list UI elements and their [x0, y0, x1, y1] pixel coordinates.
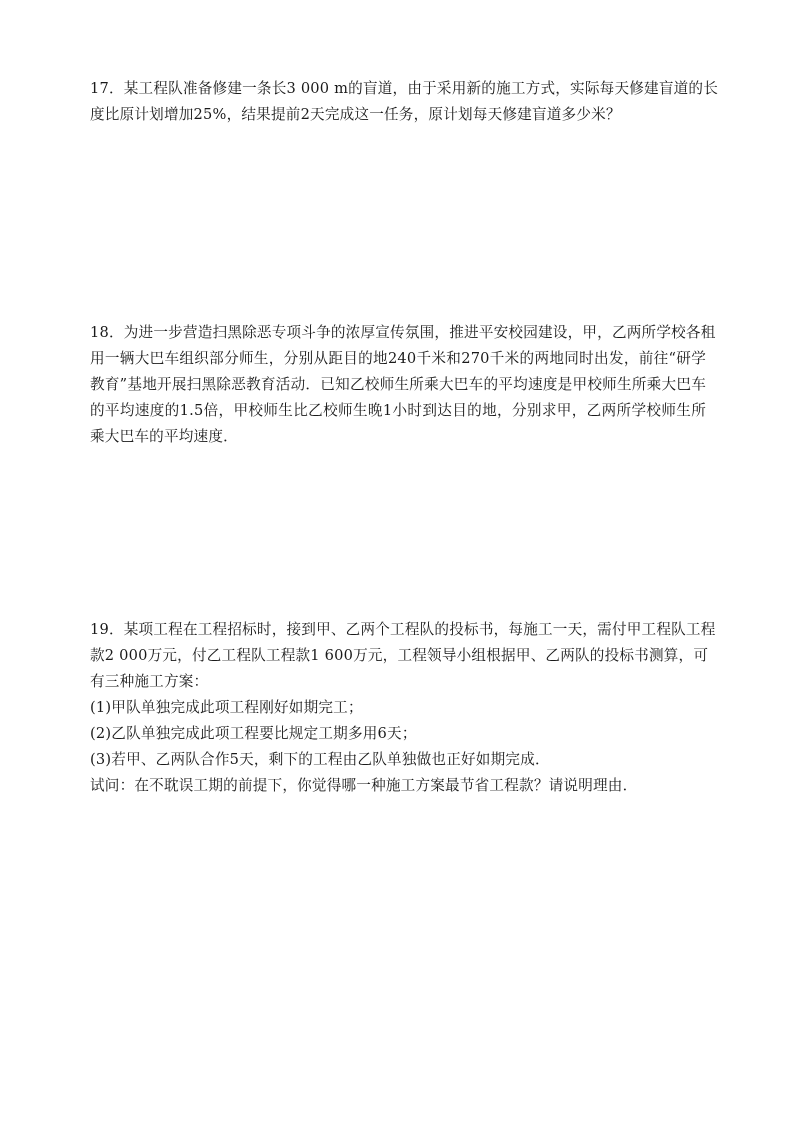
problem-18: [90, 320, 716, 450]
problem-19-line-2: 款2 000万元，付乙工程队工程款1 600万元，工程领导小组根据甲、乙两队的投标书测算，可: [90, 647, 709, 664]
problem-17-line-2: 度比原计划增加25%，结果提前2天完成这一任务，原计划每天修建盲道多少米？: [90, 106, 621, 123]
problem-18-line-3: 教育”基地开展扫黑除恶教育活动．已知乙校师生所乘大巴车的平均速度是甲校师生所乘大巴车: [90, 376, 706, 393]
problem-19-line-3: 有三种施工方案：: [90, 673, 209, 690]
problem-18-line-5: 乘大巴车的平均速度．: [90, 428, 238, 445]
problem-17: [90, 76, 718, 128]
problem-19-option-3: (3)若甲、乙两队合作5天，剩下的工程由乙队单独做也正好如期完成．: [90, 751, 550, 768]
problem-19-question: 试问：在不耽误工期的前提下，你觉得哪一种施工方案最节省工程款？请说明理由．: [90, 777, 638, 794]
problem-19-option-1: (1)甲队单独完成此项工程刚好如期完工；: [90, 699, 363, 716]
problem-19: [90, 617, 716, 799]
problem-19-option-2: (2)乙队单独完成此项工程要比规定工期多用6天；: [90, 725, 417, 742]
problem-19-line-1: 19．某项工程在工程招标时，接到甲、乙两个工程队的投标书，每施工一天，需付甲工程队工程: [90, 621, 716, 638]
problem-18-line-2: 用一辆大巴车组织部分师生，分别从距目的地240千米和270千米的两地同时出发，前往“研学: [90, 350, 706, 367]
problem-18-line-1: 18．为进一步营造扫黑除恶专项斗争的浓厚宣传氛围，推进平安校园建设，甲，乙两所学校各租: [90, 324, 716, 341]
problem-18-line-4: 的平均速度的1.5倍，甲校师生比乙校师生晚1小时到达目的地，分别求甲，乙两所学校师生所: [90, 402, 706, 419]
problem-17-line-1: 17．某工程队准备修建一条长3 000 m的盲道，由于采用新的施工方式，实际每天修建盲道的长: [90, 80, 718, 97]
